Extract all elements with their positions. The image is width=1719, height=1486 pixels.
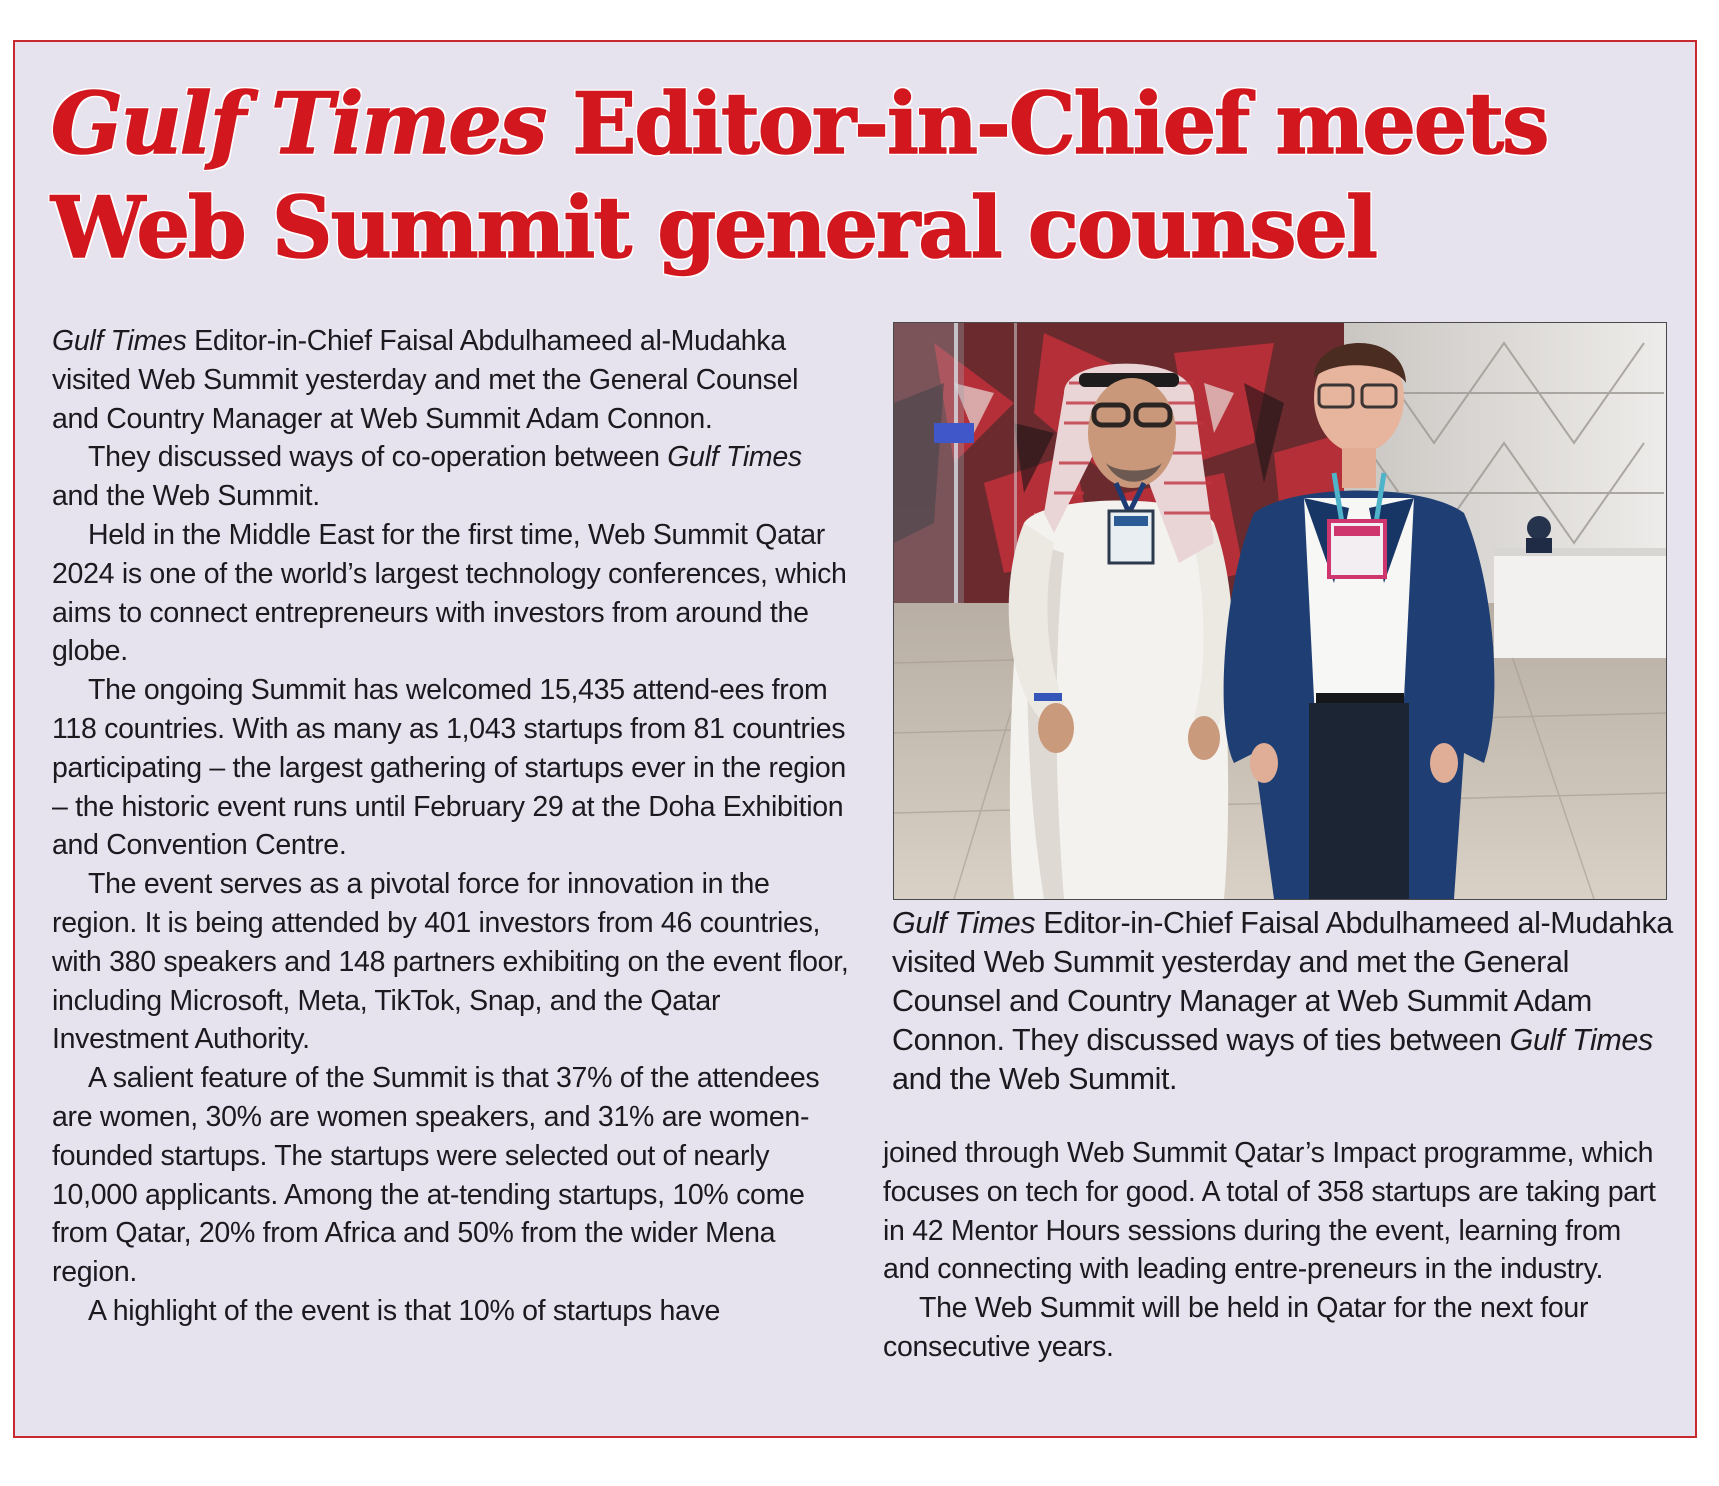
photo-two-men-at-web-summit xyxy=(894,323,1666,899)
article-panel xyxy=(13,40,1697,1438)
paragraph-2-after: and the Web Summit. xyxy=(52,480,320,513)
photo-caption xyxy=(892,904,1682,1099)
paragraph-2-before: They discussed ways of co-operation between xyxy=(88,441,660,474)
headline-line-1: Editor-in-Chief meets xyxy=(572,74,1548,173)
paragraph-2 xyxy=(52,438,852,516)
paragraph-6: A salient feature of the Summit is that 37% of the attendees are women, 30% are women speakers, and 31% are women-founded startups. The startups were selected out of nearly 10,000 applicants. Among the at-tending startups, 10% come from Qatar, 20% from Africa and 50% from the wider Mena region. xyxy=(52,1062,820,1289)
body-column-right xyxy=(883,1134,1673,1367)
article-photo xyxy=(893,322,1667,900)
headline-publication-name: Gulf Times xyxy=(51,74,546,173)
caption-publication-name: Gulf Times xyxy=(892,906,1036,940)
headline xyxy=(51,72,1671,280)
paragraph-3: Held in the Middle East for the first time, Web Summit Qatar 2024 is one of the world’s largest technology conferences, which aims to connect entrepreneurs with investors from around the globe. xyxy=(52,518,847,668)
paragraph-8: joined through Web Summit Qatar’s Impact programme, which focuses on tech for good. A total of 358 startups are taking part in 42 Mentor Hours sessions during the event, learning from and connecting with leading entre-preneurs in the industry. xyxy=(883,1137,1656,1286)
paragraph-9: The Web Summit will be held in Qatar for the next four consecutive years. xyxy=(883,1292,1589,1363)
publication-name: Gulf Times xyxy=(667,441,802,474)
caption-text: Editor-in-Chief Faisal Abdulhameed al-Mudahka visited Web Summit yesterday and met the General Counsel and Country Manager at Web Summit Adam Connon. They discussed ways of ties between xyxy=(892,906,1673,1057)
paragraph-5: The event serves as a pivotal force for innovation in the region. It is being attended by 401 investors from 46 countries, with 380 speakers and 148 partners exhibiting on the event floor, including Microsoft, Meta, TikTok, Snap, and the Qatar Investment Authority. xyxy=(52,868,849,1056)
paragraph-4: The ongoing Summit has welcomed 15,435 attend-ees from 118 countries. With as many as 1,043 startups from 81 countries participating – the largest gathering of startups ever in the region – the historic event runs until February 29 at the Doha Exhibition and Convention Centre. xyxy=(52,674,846,862)
paragraph-1-text: Editor-in-Chief Faisal Abdulhameed al-Mudahka visited Web Summit yesterday and met the General Counsel and Country Manager at Web Summit Adam Connon. xyxy=(52,325,799,435)
paragraph-1 xyxy=(52,322,852,438)
publication-name: Gulf Times xyxy=(52,325,187,357)
caption-after: and the Web Summit. xyxy=(892,1062,1178,1096)
headline-line-2: Web Summit general counsel xyxy=(51,178,1376,277)
caption-publication-name-2: Gulf Times xyxy=(1509,1023,1653,1057)
body-column-left xyxy=(52,322,852,1331)
paragraph-7: A highlight of the event is that 10% of startups have xyxy=(88,1294,721,1327)
